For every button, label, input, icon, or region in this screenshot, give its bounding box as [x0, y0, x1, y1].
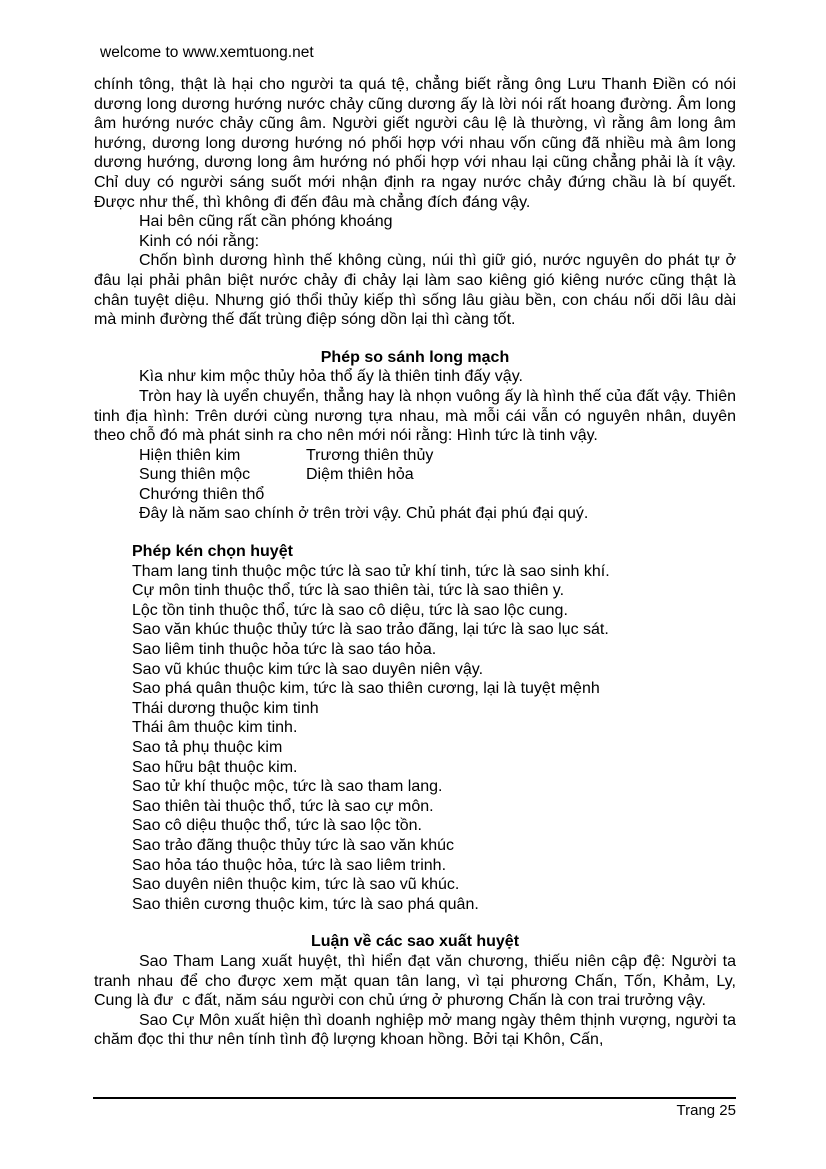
list-item: Tham lang tinh thuộc mộc tức là sao tử khí tinh, tức là sao sinh khí.: [132, 562, 610, 580]
line-kia-nhu: Kìa như kim mộc thủy hỏa thổ ấy là thiên tinh đấy vậy.: [139, 368, 523, 386]
list-item: Thái âm thuộc kim tinh.: [132, 719, 298, 737]
star-name: Chướng thiên thổ: [139, 485, 265, 503]
list-item: Cự môn tinh thuộc thổ, tức là sao thiên tài, tức là sao thiên y.: [132, 582, 565, 600]
list-item: Sao văn khúc thuộc thủy tức là sao trảo đãng, lại tức là sao lục sát.: [132, 621, 609, 639]
list-item: Sao tả phụ thuộc kim: [132, 739, 283, 756]
star-name: Diệm thiên hỏa: [306, 466, 414, 484]
list-item: Thái dương thuộc kim tinh: [132, 699, 319, 717]
paragraph-sao-cu-mon: Sao Cự Môn xuất hiện thì doanh nghiệp mở mang ngày thêm thịnh vượng, người ta chăm đọc thi thư nên tính tình độ lượng khoan hồng. Bởi tại Khôn, Cấn,: [94, 1011, 736, 1049]
paragraph-sao-tham-lang: Sao Tham Lang xuất huyệt, thì hiển đạt văn chương, thiếu niên cập đệ: Người ta tranh nhau để cho được xem mặt quan tân lang, vì tại phương Chấn, Tốn, Khảm, Ly, Cung là đư c đất, năm sáu người con chủ ứng ở phương Chấn là con trai trưởng vậy.: [94, 952, 736, 1010]
site-header-text: welcome to www.xemtuong.net: [100, 44, 314, 61]
heading-phep-ken-chon-huyet: Phép kén chọn huyệt: [132, 543, 293, 561]
list-item: Sao trảo đãng thuộc thủy tức là sao văn khúc: [132, 836, 455, 854]
heading-luan-ve-cac-sao-xuat-huyet: Luận về các sao xuất huyệt: [310, 933, 520, 951]
list-item: Sao cô diệu thuộc thổ, tức là sao lộc tồn.: [132, 817, 422, 835]
list-item: Sao duyên niên thuộc kim, tức là sao vũ khúc.: [132, 876, 460, 894]
heading-phep-so-sanh-long-mach: Phép so sánh long mạch: [320, 348, 510, 366]
star-pair-row: [94, 485, 736, 505]
list-item: Sao hữu bật thuộc kim.: [132, 758, 298, 776]
footer-divider: [93, 1097, 736, 1120]
star-name: Trương thiên thủy: [306, 446, 434, 464]
paragraph-chon-binh-duong: Chốn bình dương hình thế không cùng, núi thì giữ gió, nước nguyên do phát tự ở đâu lại phải phân biệt nước chảy đi chảy lại làm sao kiêng gió kiêng nước cũng thật là chân tuyệt diệu. Nhưng gió thổi thủy kiếp thì sống lâu giàu bền, con cháu nối dõi lâu dài mà minh đường thế đất trùng điệp sóng dồn lại thì càng tốt.: [94, 252, 736, 329]
star-attribute-list: [94, 562, 736, 915]
paragraph-tron-hay-la: Tròn hay là uyển chuyển, thẳng hay là nhọn vuông ấy là hình thế của đất vậy. Thiên tinh địa hình: Trên dưới cùng nương tựa nhau, mà mỗi cái vẫn có nguyên nhân, duyên theo chỗ đó mà phát sinh ra cho nên mới nói rằng: Hình tức là tinh vậy.: [94, 387, 736, 445]
star-name: Sung thiên mộc: [139, 466, 251, 484]
list-item: Lộc tồn tinh thuộc thổ, tức là sao cô diệu, tức là sao lộc cung.: [132, 601, 568, 619]
star-pair-row: [94, 446, 736, 466]
page-body: [94, 75, 736, 1050]
line-nam-sao-chinh: Đây là năm sao chính ở trên trời vậy. Chủ phát đại phú đại quý.: [139, 505, 589, 523]
page-number: Trang 25: [676, 1102, 736, 1119]
line-hai-ben: Hai bên cũng rất cần phóng khoáng: [139, 213, 393, 231]
list-item: Sao thiên cương thuộc kim, tức là sao phá quân.: [132, 895, 479, 913]
list-item: Sao tử khí thuộc mộc, tức là sao tham lang.: [132, 778, 443, 796]
list-item: Sao liêm tinh thuộc hỏa tức là sao táo hỏa.: [132, 641, 437, 659]
list-item: Sao hỏa táo thuộc hỏa, tức là sao liêm trinh.: [132, 856, 447, 874]
list-item: Sao thiên tài thuộc thổ, tức là sao cự môn.: [132, 797, 434, 815]
paragraph-continuation: chính tông, thật là hại cho người ta quá tệ, chẳng biết rằng ông Lưu Thanh Điền có nói dương long dương hướng nước chảy cũng dương ấy là lời nói rất hoang đường. Âm long âm hướng nước chảy cũng âm. Người giết người câu lệ là thường, vì rằng âm long âm hướng, dương long dương hướng nó phối hợp với nhau vốn cũng đã nhiều mà âm long dương hướng, dương long âm hướng nó phối hợp với nhau lại cũng chẳng phải là ít vậy. Chỉ duy có người sáng suốt mới nhận định ra ngay nước chảy đứng chầu là bí quyết. Được như thế, thì không đi đến đâu mà chẳng đích đáng vậy.: [94, 76, 736, 211]
star-name: Hiện thiên kim: [139, 446, 241, 464]
list-item: Sao phá quân thuộc kim, tức là sao thiên cương, lại là tuyệt mệnh: [132, 680, 600, 698]
line-kinh-co-noi: Kinh có nói rằng:: [139, 232, 260, 250]
star-pair-row: [94, 465, 736, 485]
list-item: Sao vũ khúc thuộc kim tức là sao duyên niên vậy.: [132, 660, 484, 678]
